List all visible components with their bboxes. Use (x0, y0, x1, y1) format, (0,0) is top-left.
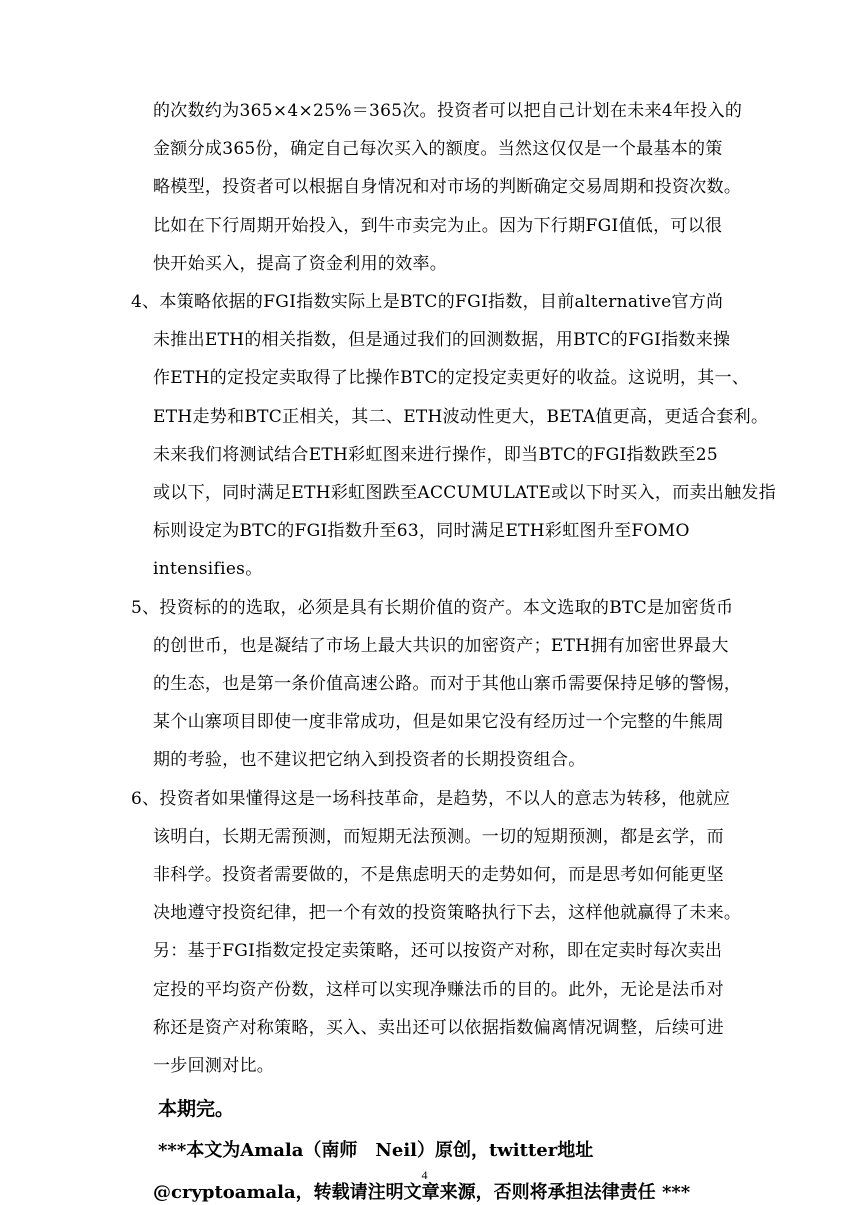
text-line: 未推出ETH的相关指数，但是通过我们的回测数据，用BTC的FGI指数来操 (153, 330, 731, 351)
text-line: 决地遵守投资纪律，把一个有效的投资策略执行下去，这样他就赢得了未来。 (153, 903, 742, 924)
text-line: 作ETH的定投定卖取得了比操作BTC的定投定卖更好的收益。这说明，其一、 (153, 368, 750, 389)
text-line: 比如在下行周期开始投入，到牛市卖完为止。因为下行期FGI值低，可以很 (153, 215, 723, 236)
text-line: 快开始买入，提高了资金利用的效率。 (153, 253, 448, 274)
text-line: 的创世币，也是凝结了市场上最大共识的加密资产；ETH拥有加密世界最大 (153, 635, 729, 656)
text-line: 4、本策略依据的FGI指数实际上是BTC的FGI指数，目前alternative官方尚 (131, 292, 724, 312)
text-line: 或以下，同时满足ETH彩虹图跌至ACCUMULATE或以下时买入，而卖出触发指 (153, 483, 777, 503)
text-line: 另：基于FGI指数定投定卖策略，还可以按资产对称，即在定卖时每次卖出 (153, 941, 723, 962)
text-line: 未来我们将测试结合ETH彩虹图来进行操作，即当BTC的FGI指数跌至25 (153, 444, 718, 465)
text-line: 的生态，也是第一条价值高速公路。而对于其他山寨币需要保持足够的警惕， (153, 674, 742, 694)
text-line: 该明白，长期无需预测，而短期无法预测。一切的短期预测，都是玄学，而 (153, 826, 724, 847)
text-line: 非科学。投资者需要做的，不是焦虑明天的走势如何，而是思考如何能更坚 (153, 865, 724, 885)
text-line: 5、投资标的的选取，必须是具有长期价值的资产。本文选取的BTC是加密货币 (131, 597, 734, 618)
text-line: 6、投资者如果懂得这是一场科技革命，是趋势，不以人的意志为转移，他就应 (131, 788, 731, 809)
text-line: 略模型，投资者可以根据自身情况和对市场的判断确定交易周期和投资次数。 (153, 177, 742, 198)
text-line: 的次数约为365×4×25%＝365次。投资者可以把自己计划在未来4年投入的 (153, 101, 743, 121)
text-line: 期的考验，也不建议把它纳入到投资者的长期投资组合。 (153, 750, 586, 771)
text-line: 标则设定为BTC的FGI指数升至63，同时满足ETH彩虹图升至FOMO (153, 521, 690, 542)
text-line: 一步回测对比。 (153, 1056, 275, 1076)
text-line: intensifies。 (153, 559, 263, 580)
credit-line-2: @cryptoamala，转载请注明文章来源，否则将承担法律责任 *** (153, 1182, 691, 1203)
text-line: ETH走势和BTC正相关，其二、ETH波动性更大，BETA值更高，更适合套利。 (153, 406, 769, 427)
page-number: 4 (421, 1168, 428, 1182)
credit-line: ***本文为Amala（南师 Neil）原创，twitter地址 (158, 1140, 594, 1161)
text-line: 金额分成365份，确定自己每次买入的额度。当然这仅仅是一个最基本的策 (153, 139, 723, 160)
text-line: 定投的平均资产份数，这样可以实现净赚法币的目的。此外，无论是法币对 (153, 979, 724, 1000)
text-line: 称还是资产对称策略，买入、卖出还可以依据指数偏离情况调整，后续可进 (153, 1017, 724, 1038)
text-line: 某个山寨项目即使一度非常成功，但是如果它没有经历过一个完整的牛熊周 (153, 712, 724, 733)
end-note: 本期完。 (158, 1098, 235, 1120)
